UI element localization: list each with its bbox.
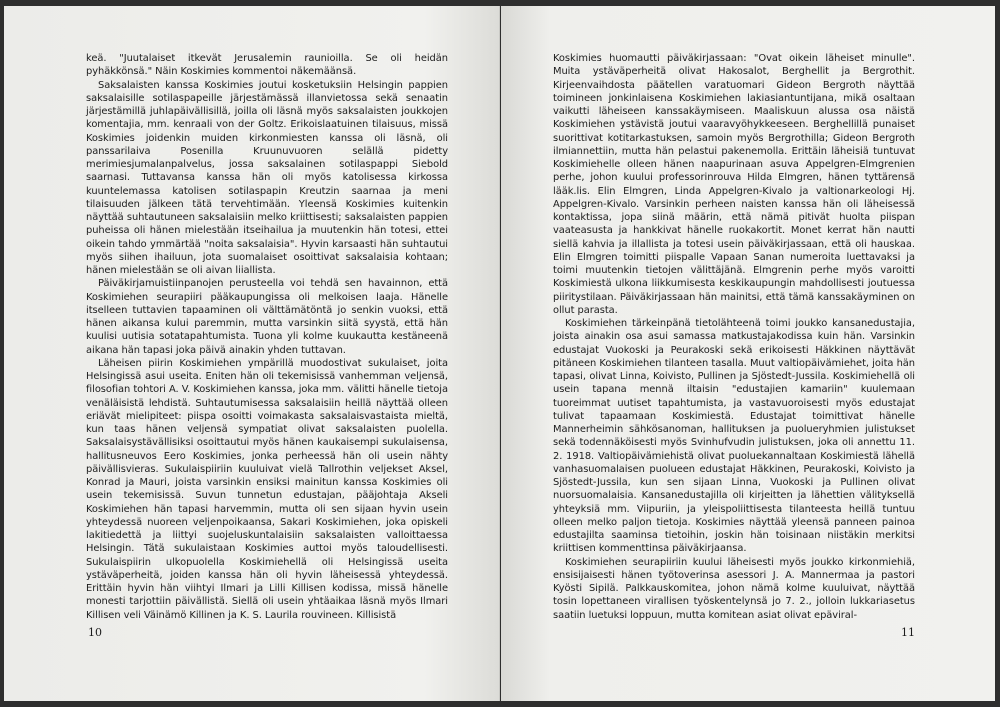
page-number: 11 xyxy=(901,626,915,639)
right-page xyxy=(501,6,995,701)
left-text-column xyxy=(86,52,448,622)
right-text-column xyxy=(553,52,915,622)
paragraph: Koskimiehen tärkeinpänä tietolähteenä toimi joukko kansanedustajia, joista ainakin osa asui samassa matkustajakodissa kuin hän. Varsinkin edustajat Vuokoski ja Peurakoski sekä erikoisesti Häkkinen näyttävät pitäneen Koskimiehen tilanteen tasalla. Muut valtiopäivämiehet, joita hän tapasi, olivat Linna, Koivisto, Pullinen ja Sjöstedt-Jussila. Koskimiehellä oli usein tapana mennä iltaisin "edustajien kamariin" kuulemaan tuoreimmat uutiset tapahtumista, ja vastavuoroisesti myös edustajat tulivat tapaamaan Koskimiestä. Edustajat toimittivat hänelle Mannerheimin sähkösanoman, hallituksen ja puolueryhmien julistukset sekä todennäköisesti myös Svinhufvudin julistuksen, joka oli annettu 11. 2. 1918. Valtiopäivämiehistä olivat puoluekannaltaan Koskimiestä lähellä vanhasuomalaisen puolueen edustajat Häkkinen, Peurakoski, Koivisto ja Sjöstedt-Jussila, kun sen sijaan Linna, Vuokoski ja Pullinen olivat nuorsuomalaisia. Kansanedustajilla oli kirjeitten ja lähettien välityksellä yhteyksiä mm. Viipuriin, ja yleispoliittisesta tilanteesta heillä tuntuu olleen melko paljon tietoja. Koskimies näyttää yleensä panneen painoa edustajilta saaminsa tietoihin, joskin hän toisinaan niistäkin merkitsi kriittisen kommenttinsa päiväkirjaansa. xyxy=(553,318,915,555)
left-page xyxy=(4,6,500,701)
paragraph: keä. "Juutalaiset itkevät Jerusalemin raunioilla. Se oli heidän pyhäkkönsä." Näin Koskimies kommentoi näkemäänsä. xyxy=(86,53,448,78)
page-number: 10 xyxy=(88,626,102,639)
paragraph: Koskimies huomautti päiväkirjassaan: "Ovat oikein läheiset minulle". Muita ystäväperheitä olivat Hakosalot, Berghellit ja Bergrothit. Kirjeenvaihdosta päätellen varatuomari Gideon Bergroth näyttää toimineen jonkinlaisena Koskimiehen lakiasiantuntijana, mikä osaltaan vaikutti läheiseen kanssakäymiseen. Maaliskuun alussa osa näistä Koskimiehen ystävistä joutui vaaravyöhykkeeseen. Berghellillä punaiset suorittivat kotitarkastuksen, samoin myös Bergrothilla; Gideon Bergroth ilmiannettiin, mutta hän pelastui pakenemolla. Erittäin läheisiä tuntuvat Koskimiehelle olleen hänen naapurinaan asuva Appelgren-Elmgrenien perhe, johon kuului professorinrouva Hilda Elmgren, hänen tyttärensä lääk.lis. Elin Elmgren, Linda Appelgren-Kivalo ja valtionarkeologi Hj. Appelgren-Kivalo. Varsinkin perheen naisten kanssa hän oli läheisessä kontaktissa, jopa siinä määrin, että nämä pitivät huolta piispan vaateasusta ja hankkivat hänelle ruokakortit. Monet kerrat hän nautti siellä kahvia ja illallista ja totesi usein päiväkirjassaan, että oli hauskaa. Elin Elmgren toimitti piispalle Vapaan Sanan numeroita luettavaksi ja toimi muutenkin tietojen välittäjänä. Elmgrenin perhe myös varoitti Koskimiestä ulkona liikkumisesta keskikaupungin mahdollisesti joutuessa piiritystilaan. Päiväkirjassaan hän mainitsi, että tämä kanssakäyminen on ollut parasta. xyxy=(553,53,915,316)
paragraph: Läheisen piirin Koskimiehen ympärillä muodostivat sukulaiset, joita Helsingissä asui useita. Eniten hän oli tekemisissä vanhemman veljensä, filosofian tohtori A. V. Koskimiehen kanssa, joka mm. välitti hänelle tietoja venäläisistä lehdistä. Suhtautumisessa saksalaisiin heillä näyttää olleen eriävät mielipiteet: piispa osoitti voimakasta saksalaisvastaista mieltä, kun taas hänen veljensä sympatiat olivat saksalaisten puolella. Saksalaisystävällisiksi osoittautui myös hänen kaukaisempi sukulaisensa, hallitusneuvos Eero Koskimies, jonka perheessä hän oli usein nähty päivällisvieras. Sukulaispiiriin kuuluivat vielä Tallrothin veljekset Aksel, Konrad ja Mauri, joista varsinkin ensiksi mainitun kanssa Koskimies oli usein tekemisissä. Suvun tunnetun edustajan, pääjohtaja Akseli Koskimiehen hän tapasi harvemmin, mutta oli sen sijaan hyvin usein yhteydessä nuoreen veljenpoikaansa, Sakari Koskimiehen, joka opiskeli lakitiedettä ja liittyi suojeluskuntalaisiin saksalaisten valloittaessa Helsingin. Tätä sukulaistaan Koskimies auttoi myös taloudellisesti. Sukulaispiirin ulkopuolella Koskimiehellä oli Helsingissä useita ystäväperheitä, joiden kanssa hän oli hyvin läheisessä yhteydessä. Erittäin hyvin hän viihtyi Ilmari ja Lilli Killisen kodissa, missä hänelle monesti tarjottiin päivällistä. Siellä oli usein yhtäaikaa läsnä myös Ilmari Killisen veli Väinämö Killinen ja K. S. Laurila rouvineen. Killisistä xyxy=(86,357,448,621)
paragraph: Saksalaisten kanssa Koskimies joutui kosketuksiin Helsingin pappien saksalaisille sotilaspapeille järjestämässä illanvietossa sekä senaatin järjestämillä juhlapäivällisillä, joilla oli läsnä myös saksalaisten joukkojen komentajia, mm. kenraali von der Goltz. Erikoislaatuinen tilaisuus, missä Koskimies joidenkin muiden kirkonmiesten kanssa oli läsnä, oli panssarilaiva Posenilla Kruunuvuoren selällä pidetty merimiesjumalanpalvelus, jossa saksalainen sotilaspappi Siebold saarnasi. Tuttavansa kanssa hän oli myös katolisessa kirkossa kuuntelemassa katolisen sotilaspapin Kreutzin saarnaa ja meni tilaisuuden jälkeen tätä tervehtimään. Yleensä Koskimies kuitenkin näyttää suhtautuneen saksalaisiin melko kriittisesti; saksalaisten pappien puheissa oli hänen mielestään itseihailua ja muutenkin hän totesi, ettei oikein tahdo ymmärtää "noita saksalaisia". Hyvin karsaasti hän suhtautui myös siihen ihailuun, jota suomalaiset osoittivat saksalaisia kohtaan; hänen mielestään se oli aivan liiallista. xyxy=(86,79,448,276)
paragraph: Koskimiehen seurapiiriin kuului läheisesti myös joukko kirkonmiehiä, ensisijaisesti hänen työtoverinsa asessori J. A. Mannermaa ja pastori Kyösti Sipilä. Palkkauskomitea, johon nämä kolme kuuluivat, näyttää tosin lopettaneen virallisen työskentelynsä jo 7. 2., jolloin lukkariasetus saatiin luetuksi loppuun, mutta komitean asiat olivat epäviral- xyxy=(553,556,915,621)
paragraph: Päiväkirjamuistiinpanojen perusteella voi tehdä sen havainnon, että Koskimiehen seurapiiri pääkaupungissa oli melkoisen laaja. Hänelle itselleen tuttavien tapaaminen oli välttämätöntä jo senkin vuoksi, että hänen aikansa kului paremmin, mutta varsinkin siitä syystä, että hän kuulisi uutisia sotatapahtumista. Tuona yli kolme kuukautta kestäneenä aikana hän tapasi joka päivä ainakin yhden tuttavan. xyxy=(86,278,448,356)
